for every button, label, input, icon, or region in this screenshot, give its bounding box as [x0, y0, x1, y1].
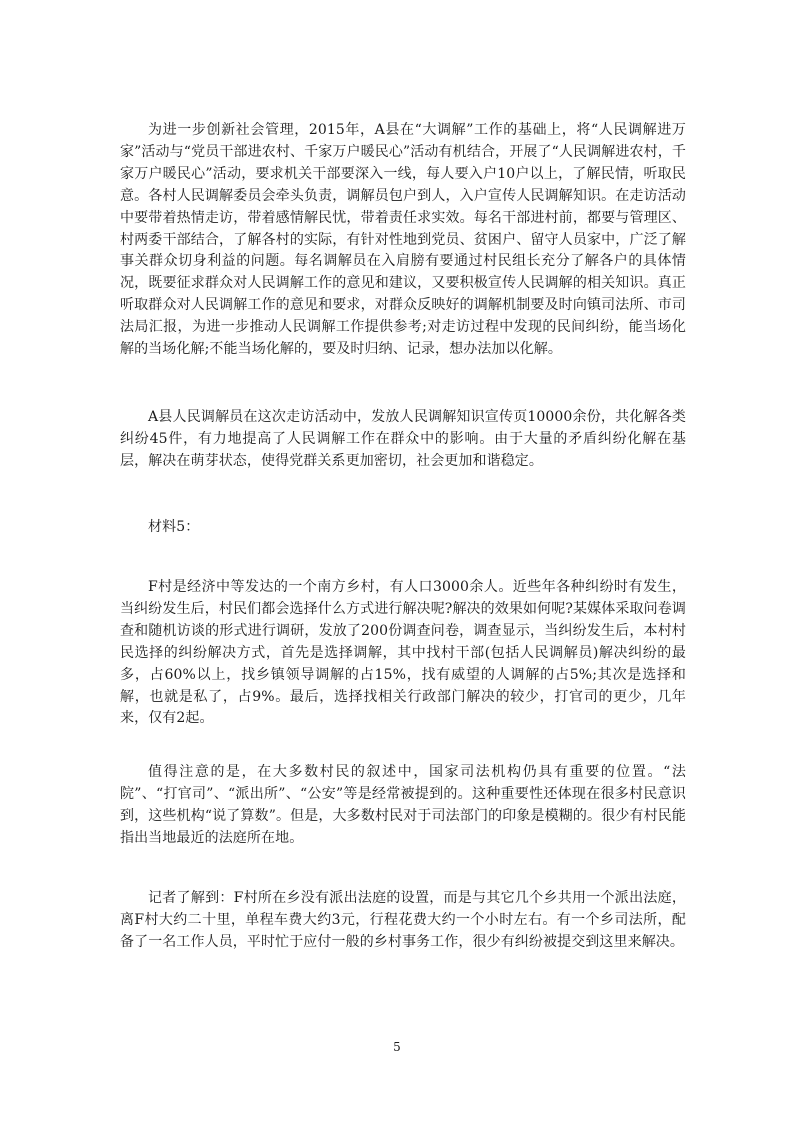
- paragraph-campaign-overview: 为进一步创新社会管理，2015年，A县在“大调解”工作的基础上，将“人民调解进万家”活动与“党员干部进农村、千家万户暖民心”活动有机结合，开展了“人民调解进农村，千家万户暖民心”活动，要求机关干部要深入一线，每人要入户10户以上，了解民情，听取民意。各村人民调解委员会牵头负责，调解员包户到人，入户宣传人民调解知识。在走访活动中要带着热情走访，带着感情解民忧，带着责任求实效。每名干部进村前，都要与管理区、村两委干部结合，了解各村的实际，有针对性地到党员、贫困户、留守人员家中，广泛了解事关群众切身利益的问题。每名调解员在入肩膀有要通过村民组长充分了解各户的具体情况，既要征求群众对人民调解工作的意见和建议，又要积极宣传人民调解的相关知识。真正听取群众对人民调解工作的意见和要求，对群众反映好的调解机制要及时向镇司法所、市司法局汇报，为进一步推动人民调解工作提供参考;对走访过程中发现的民间纠纷，能当场化解的当场化解;不能当场化解的，要及时归纳、记录，想办法加以化解。: [120, 122, 686, 358]
- paragraph-judicial-perception: 值得注意的是，在大多数村民的叙述中，国家司法机构仍具有重要的位置。“法院”、“打官司”、“派出所”、“公安”等是经常被提到的。这种重要性还体现在很多村民意识到，这些机构“说了算数”。但是，大多数村民对于司法部门的印象是模糊的。很少有村民能指出当地最近的法庭所在地。: [120, 764, 686, 846]
- section-heading-material-5: 材料5：: [148, 519, 200, 535]
- paragraph-village-survey: F村是经济中等发达的一个南方乡村，有人口3000余人。近些年各种纠纷时有发生，当纠纷发生后，村民们都会选择什么方式进行解决呢?解决的效果如何呢?某媒体采取问卷调查和随机访谈的形式进行调研，发放了200份调查问卷，调查显示，当纠纷发生后，本村村民选择的纠纷解决方式，首先是选择调解，其中找村干部(包括人民调解员)解决纠纷的最多，占60%以上，找乡镇领导调解的占15%，找有威望的人调解的占5%;其次是选择和解，也就是私了，占9%。最后，选择找相关行政部门解决的较少，打官司的更少，几年来，仅有2起。: [120, 579, 686, 727]
- page-number: 5: [393, 1040, 401, 1054]
- paragraph-campaign-results: A县人民调解员在这次走访活动中，发放人民调解知识宣传页10000余份，共化解各类纠纷45件，有力地提高了人民调解工作在群众中的影响。由于大量的矛盾纠纷化解在基层，解决在萌芽状态，使得党群关系更加密切，社会更加和谐稳定。: [120, 409, 686, 469]
- paragraph-reporter-findings: 记者了解到：F村所在乡没有派出法庭的设置，而是与其它几个乡共用一个派出法庭，离F村大约二十里，单程车费大约3元，行程花费大约一个小时左右。有一个乡司法所，配备了一名工作人员，平时忙于应付一般的乡村事务工作，很少有纠纷被提交到这里来解决。: [120, 890, 686, 950]
